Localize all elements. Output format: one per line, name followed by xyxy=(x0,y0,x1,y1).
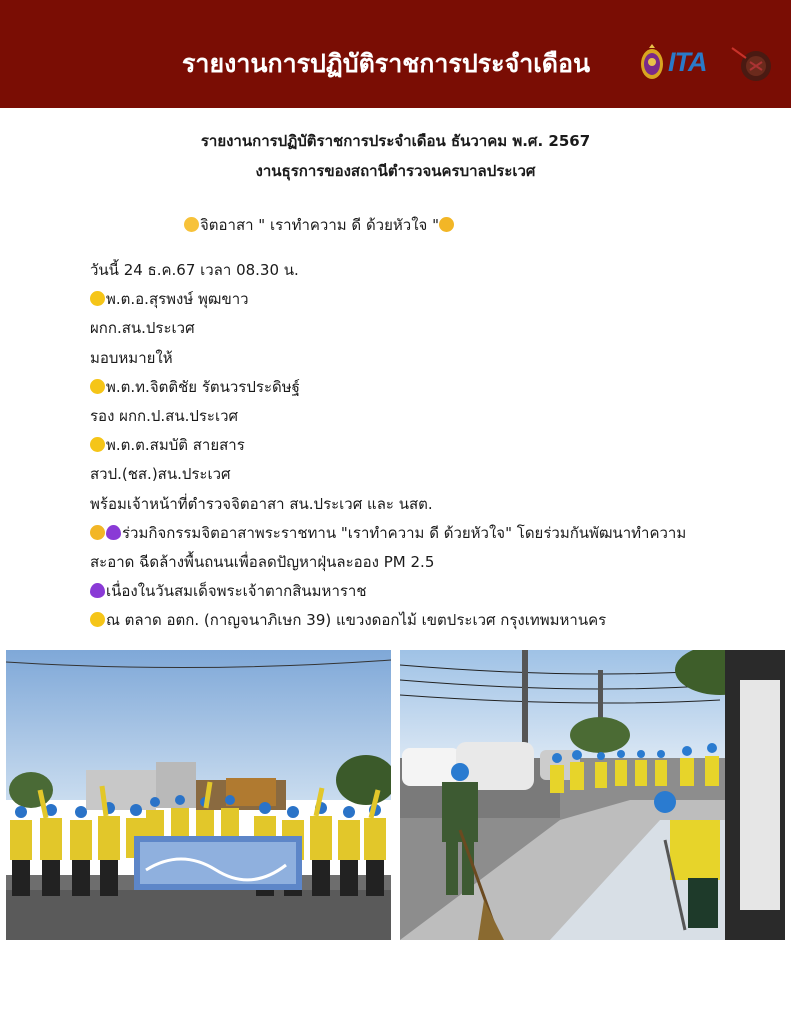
post-line: เนื่องในวันสมเด็จพระเจ้าตากสินมหาราช xyxy=(90,577,686,606)
post-line: สะอาด ฉีดล้างพื้นถนนเพื่อลดปัญหาฝุ่นละออง PM 2.5 xyxy=(90,553,435,572)
group-photo-icon xyxy=(6,650,391,940)
post-headline-text: จิตอาสา " เราทำความ ดี ด้วยหัวใจ " xyxy=(200,216,439,234)
group-photo xyxy=(6,650,391,940)
post-line: มอบหมายให้ xyxy=(90,348,173,367)
post-line: วันนี้ 24 ธ.ค.67 เวลา 08.30 น. xyxy=(90,261,299,279)
report-heading xyxy=(0,126,791,186)
street-cleaning-photo-icon xyxy=(400,650,785,940)
post-line: พ.ต.ต.สมบัติ สายสาร xyxy=(90,431,686,460)
emblem-icon xyxy=(730,44,774,84)
post-line: พ.ต.ท.จิตติชัย รัตนวรประดิษฐ์ xyxy=(90,373,686,402)
header-banner xyxy=(0,0,791,108)
post-line: ร่วมกิจกรรมจิตอาสาพระราชทาน "เราทำความ ดี ด้วยหัวใจ" โดยร่วมกันพัฒนาทำความ xyxy=(90,519,686,548)
smiling-face-icon xyxy=(184,217,199,232)
purple-heart-icon xyxy=(90,583,105,598)
report-title: รายงานการปฏิบัติราชการประจำเดือน ธันวาคม พ.ศ. 2567 xyxy=(200,132,591,150)
post-line: พร้อมเจ้าหน้าที่ตำรวจจิตอาสา สน.ประเวศ และ นสต. xyxy=(90,494,433,513)
banner-title: รายงานการปฏิบัติราชการประจำเดือน xyxy=(182,49,591,78)
yellow-heart-icon xyxy=(439,217,454,232)
police-seal-icon xyxy=(640,44,664,80)
purple-heart-icon xyxy=(106,525,121,540)
post-line: พ.ต.อ.สุรพงษ์ พุฒขาว xyxy=(90,285,686,314)
street-cleaning-photo xyxy=(400,650,785,940)
post-line: สวป.(ชส.)สน.ประเวศ xyxy=(90,465,231,484)
post-headline xyxy=(184,213,455,237)
yellow-circle-icon xyxy=(90,437,105,452)
report-subtitle: งานธุรการของสถานีตำรวจนครบาลประเวศ xyxy=(255,162,536,180)
yellow-circle-icon xyxy=(90,379,105,394)
yellow-circle-icon xyxy=(90,612,105,627)
post-line: รอง ผกก.ป.สน.ประเวศ xyxy=(90,407,239,426)
post-line: ผกก.สน.ประเวศ xyxy=(90,319,195,338)
post-body xyxy=(90,256,686,636)
yellow-circle-icon xyxy=(90,291,105,306)
post-line: ณ ตลาด อตก. (กาญจนาภิเษก 39) แขวงดอกไม้ เขตประเวศ กรุงเทพมหานคร xyxy=(90,606,686,635)
yellow-heart-icon xyxy=(90,525,105,540)
ita-logo: ITA xyxy=(668,47,707,77)
